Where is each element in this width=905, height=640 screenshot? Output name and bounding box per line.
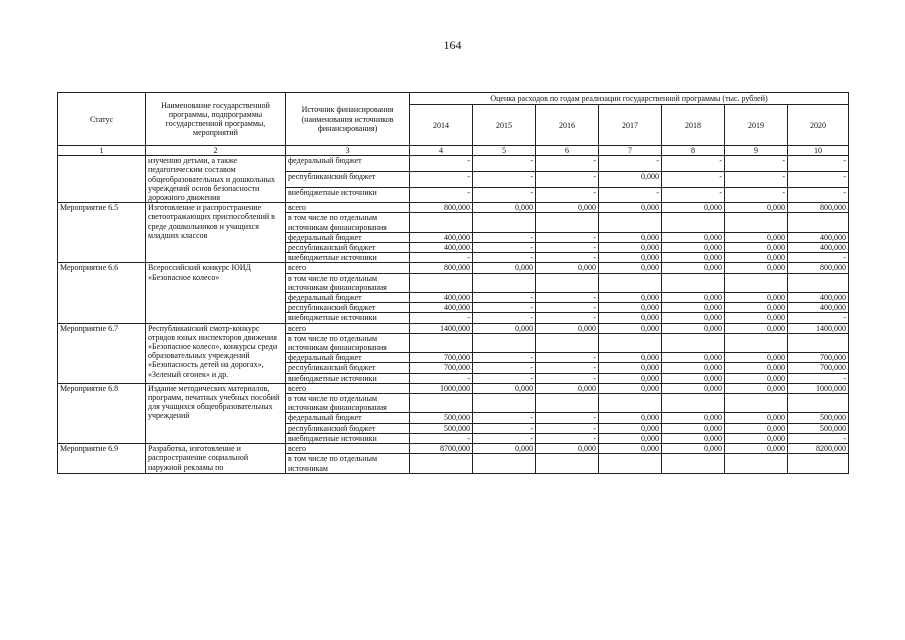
row-year-value: 0,000 bbox=[725, 383, 788, 393]
row-year-value: 0,000 bbox=[725, 253, 788, 263]
row-year-value: - bbox=[788, 171, 849, 187]
row-year-value bbox=[536, 273, 599, 292]
row-status: Мероприятие 6.9 bbox=[58, 444, 146, 474]
row-year-value bbox=[473, 273, 536, 292]
row-funding-source: республиканский бюджет bbox=[286, 303, 410, 313]
row-year-value: 0,000 bbox=[662, 232, 725, 242]
row-year-value: 0,000 bbox=[662, 363, 725, 373]
row-year-value: 0,000 bbox=[725, 413, 788, 423]
row-year-value: 0,000 bbox=[662, 353, 725, 363]
column-number: 5 bbox=[473, 146, 536, 156]
table-row bbox=[58, 323, 849, 333]
header-year: 2014 bbox=[410, 105, 473, 146]
row-year-value: 0,000 bbox=[725, 243, 788, 253]
row-funding-source: федеральный бюджет bbox=[286, 353, 410, 363]
row-year-value: - bbox=[536, 373, 599, 383]
row-year-value: - bbox=[788, 373, 849, 383]
row-year-value: 700,000 bbox=[410, 363, 473, 373]
row-year-value: 800,000 bbox=[410, 203, 473, 213]
row-year-value: 700,000 bbox=[788, 353, 849, 363]
row-year-value: 0,000 bbox=[536, 263, 599, 273]
column-number: 6 bbox=[536, 146, 599, 156]
row-year-value: - bbox=[788, 156, 849, 172]
row-year-value: - bbox=[725, 187, 788, 203]
row-year-value: 0,000 bbox=[599, 363, 662, 373]
row-funding-source: всего bbox=[286, 263, 410, 273]
row-status: Мероприятие 6.8 bbox=[58, 383, 146, 443]
row-year-value: 0,000 bbox=[599, 373, 662, 383]
row-year-value: 0,000 bbox=[599, 293, 662, 303]
row-measure-name: Республиканский смотр-конкурс отрядов юных инспекторов движения «Безопасное колесо», конкурсы среди образовательных учреждений «Безопасность детей на дорогах», «Зеленый огонек» и др. bbox=[146, 323, 286, 383]
row-year-value bbox=[662, 394, 725, 413]
row-year-value: - bbox=[788, 187, 849, 203]
header-year: 2019 bbox=[725, 105, 788, 146]
row-year-value: - bbox=[473, 423, 536, 433]
row-year-value: 0,000 bbox=[725, 263, 788, 273]
column-number: 9 bbox=[725, 146, 788, 156]
row-year-value: 400,000 bbox=[788, 303, 849, 313]
row-year-value: - bbox=[536, 363, 599, 373]
row-year-value: 8700,000 bbox=[410, 444, 473, 454]
row-year-value: 0,000 bbox=[725, 303, 788, 313]
row-year-value bbox=[536, 213, 599, 232]
row-year-value: 0,000 bbox=[473, 203, 536, 213]
row-year-value: 0,000 bbox=[662, 203, 725, 213]
row-year-value: 0,000 bbox=[599, 203, 662, 213]
row-year-value: - bbox=[536, 303, 599, 313]
row-year-value: - bbox=[725, 156, 788, 172]
budget-table bbox=[57, 92, 849, 474]
row-year-value bbox=[662, 213, 725, 232]
table-header bbox=[58, 93, 849, 156]
row-year-value: 0,000 bbox=[536, 323, 599, 333]
row-year-value: 0,000 bbox=[599, 444, 662, 454]
header-status: Статус bbox=[58, 93, 146, 146]
row-measure-name: Изготовление и распространение светоотражающих приспособлений в среде дошкольников и учащихся младших классов bbox=[146, 203, 286, 263]
row-year-value: - bbox=[410, 187, 473, 203]
row-year-value: - bbox=[536, 293, 599, 303]
row-year-value: - bbox=[536, 243, 599, 253]
row-measure-name: Разработка, изготовление и распространение социальной наружной рекламы по bbox=[146, 444, 286, 474]
row-year-value bbox=[725, 394, 788, 413]
row-funding-source: всего bbox=[286, 383, 410, 393]
row-year-value: - bbox=[788, 433, 849, 443]
row-status bbox=[58, 156, 146, 203]
row-year-value: - bbox=[473, 413, 536, 423]
row-measure-name: Всероссийский конкурс ЮИД «Безопасное колесо» bbox=[146, 263, 286, 323]
row-year-value: 400,000 bbox=[410, 243, 473, 253]
row-year-value: - bbox=[536, 171, 599, 187]
row-year-value: 0,000 bbox=[662, 413, 725, 423]
row-year-value: 0,000 bbox=[599, 171, 662, 187]
column-number: 3 bbox=[286, 146, 410, 156]
row-year-value: - bbox=[410, 373, 473, 383]
row-year-value bbox=[788, 454, 849, 473]
row-year-value: 0,000 bbox=[725, 293, 788, 303]
row-year-value bbox=[536, 454, 599, 473]
row-year-value: - bbox=[410, 171, 473, 187]
table-row bbox=[58, 444, 849, 454]
row-funding-source: внебюджетные источники bbox=[286, 187, 410, 203]
row-year-value bbox=[788, 394, 849, 413]
row-year-value: 0,000 bbox=[599, 353, 662, 363]
row-year-value: - bbox=[473, 313, 536, 323]
row-year-value: 0,000 bbox=[536, 444, 599, 454]
header-year: 2017 bbox=[599, 105, 662, 146]
table-row bbox=[58, 203, 849, 213]
row-funding-source: федеральный бюджет bbox=[286, 156, 410, 172]
row-year-value: 0,000 bbox=[725, 433, 788, 443]
row-year-value: - bbox=[599, 156, 662, 172]
row-year-value: 0,000 bbox=[599, 433, 662, 443]
row-funding-source: в том числе по отдельным источникам финансирования bbox=[286, 394, 410, 413]
row-year-value: - bbox=[473, 253, 536, 263]
row-year-value bbox=[599, 454, 662, 473]
row-year-value: 400,000 bbox=[788, 243, 849, 253]
row-year-value: 0,000 bbox=[473, 263, 536, 273]
row-year-value: 0,000 bbox=[662, 423, 725, 433]
row-year-value: 1000,000 bbox=[788, 383, 849, 393]
row-year-value: 0,000 bbox=[473, 323, 536, 333]
row-year-value: - bbox=[473, 156, 536, 172]
row-year-value: 0,000 bbox=[662, 323, 725, 333]
row-status: Мероприятие 6.5 bbox=[58, 203, 146, 263]
table-row bbox=[58, 156, 849, 172]
row-funding-source: федеральный бюджет bbox=[286, 293, 410, 303]
row-year-value bbox=[725, 454, 788, 473]
row-funding-source: республиканский бюджет bbox=[286, 243, 410, 253]
row-year-value: 800,000 bbox=[410, 263, 473, 273]
row-year-value: 0,000 bbox=[725, 203, 788, 213]
column-number: 8 bbox=[662, 146, 725, 156]
row-funding-source: в том числе по отдельным источникам финансирования bbox=[286, 213, 410, 232]
header-source: Источник финансирования (наименования источников финансирования) bbox=[286, 93, 410, 146]
row-year-value: 0,000 bbox=[599, 423, 662, 433]
row-year-value: - bbox=[662, 187, 725, 203]
row-year-value: 0,000 bbox=[599, 253, 662, 263]
row-funding-source: внебюджетные источники bbox=[286, 373, 410, 383]
row-year-value: 800,000 bbox=[788, 203, 849, 213]
row-year-value bbox=[410, 394, 473, 413]
row-year-value bbox=[599, 213, 662, 232]
row-year-value: - bbox=[536, 433, 599, 443]
row-year-value: 400,000 bbox=[410, 293, 473, 303]
row-year-value bbox=[410, 273, 473, 292]
row-year-value: - bbox=[788, 313, 849, 323]
row-year-value: 500,000 bbox=[410, 413, 473, 423]
header-estimate: Оценка расходов по годам реализации государственной программы (тыс. рублей) bbox=[410, 93, 849, 105]
row-year-value: - bbox=[662, 156, 725, 172]
row-year-value bbox=[788, 213, 849, 232]
row-year-value: 0,000 bbox=[599, 313, 662, 323]
row-year-value: 0,000 bbox=[662, 263, 725, 273]
row-year-value: 400,000 bbox=[788, 232, 849, 242]
row-year-value: - bbox=[410, 156, 473, 172]
row-year-value: 1400,000 bbox=[788, 323, 849, 333]
row-year-value: 0,000 bbox=[536, 203, 599, 213]
row-year-value: - bbox=[536, 413, 599, 423]
row-year-value: 0,000 bbox=[536, 383, 599, 393]
row-year-value: 8200,000 bbox=[788, 444, 849, 454]
row-year-value: - bbox=[536, 423, 599, 433]
row-year-value bbox=[725, 273, 788, 292]
row-year-value bbox=[473, 454, 536, 473]
row-year-value: - bbox=[473, 303, 536, 313]
row-year-value: - bbox=[788, 253, 849, 263]
row-year-value: 800,000 bbox=[788, 263, 849, 273]
row-year-value: - bbox=[473, 363, 536, 373]
row-year-value bbox=[536, 333, 599, 352]
row-funding-source: республиканский бюджет bbox=[286, 423, 410, 433]
row-year-value: 0,000 bbox=[662, 293, 725, 303]
row-year-value: - bbox=[410, 313, 473, 323]
row-funding-source: внебюджетные источники bbox=[286, 253, 410, 263]
row-year-value: - bbox=[473, 293, 536, 303]
table-row bbox=[58, 383, 849, 393]
row-year-value: 0,000 bbox=[599, 263, 662, 273]
row-year-value: - bbox=[410, 433, 473, 443]
row-year-value: 0,000 bbox=[725, 423, 788, 433]
row-year-value: 0,000 bbox=[662, 243, 725, 253]
row-year-value: - bbox=[473, 243, 536, 253]
row-status: Мероприятие 6.7 bbox=[58, 323, 146, 383]
row-funding-source: в том числе по отдельным источникам финансирования bbox=[286, 333, 410, 352]
row-year-value: 0,000 bbox=[662, 444, 725, 454]
row-year-value bbox=[536, 394, 599, 413]
row-year-value: 0,000 bbox=[662, 433, 725, 443]
row-year-value: - bbox=[536, 156, 599, 172]
column-number: 1 bbox=[58, 146, 146, 156]
row-year-value: 1000,000 bbox=[410, 383, 473, 393]
header-year: 2020 bbox=[788, 105, 849, 146]
row-funding-source: всего bbox=[286, 444, 410, 454]
row-funding-source: всего bbox=[286, 323, 410, 333]
table-row bbox=[58, 263, 849, 273]
row-year-value bbox=[662, 273, 725, 292]
row-year-value: 700,000 bbox=[788, 363, 849, 373]
row-status: Мероприятие 6.6 bbox=[58, 263, 146, 323]
row-year-value: 0,000 bbox=[599, 323, 662, 333]
row-year-value bbox=[662, 333, 725, 352]
header-year: 2016 bbox=[536, 105, 599, 146]
row-funding-source: республиканский бюджет bbox=[286, 363, 410, 373]
row-year-value: 0,000 bbox=[599, 413, 662, 423]
row-year-value: 0,000 bbox=[725, 313, 788, 323]
table-body bbox=[58, 156, 849, 474]
row-funding-source: в том числе по отдельным источникам bbox=[286, 454, 410, 473]
row-year-value bbox=[599, 394, 662, 413]
column-number: 10 bbox=[788, 146, 849, 156]
row-year-value: - bbox=[536, 253, 599, 263]
row-funding-source: внебюджетные источники bbox=[286, 433, 410, 443]
row-year-value: 400,000 bbox=[788, 293, 849, 303]
row-year-value: 0,000 bbox=[662, 313, 725, 323]
row-year-value: 0,000 bbox=[662, 253, 725, 263]
row-year-value: 0,000 bbox=[662, 303, 725, 313]
row-year-value bbox=[599, 333, 662, 352]
row-measure-name: изученню детьми, а также педагогическим составом общеобразовательных и дошкольных учреждений основ безопасности дорожного движения bbox=[146, 156, 286, 203]
row-year-value: - bbox=[536, 232, 599, 242]
row-measure-name: Издание методических материалов, программ, печатных учебных пособий для учащихся общеобразовательных учреждений bbox=[146, 383, 286, 443]
row-year-value bbox=[473, 213, 536, 232]
row-year-value: 500,000 bbox=[788, 423, 849, 433]
row-year-value bbox=[410, 454, 473, 473]
row-funding-source: федеральный бюджет bbox=[286, 232, 410, 242]
header-year: 2018 bbox=[662, 105, 725, 146]
header-name: Наименование государственной программы, подпрограммы государственной программы, мероприятий bbox=[146, 93, 286, 146]
row-year-value: 0,000 bbox=[599, 303, 662, 313]
row-funding-source: федеральный бюджет bbox=[286, 413, 410, 423]
row-year-value: 0,000 bbox=[725, 444, 788, 454]
row-year-value: 0,000 bbox=[725, 232, 788, 242]
row-year-value: - bbox=[473, 433, 536, 443]
row-year-value: 0,000 bbox=[725, 323, 788, 333]
row-year-value: 0,000 bbox=[473, 444, 536, 454]
row-year-value: 1400,000 bbox=[410, 323, 473, 333]
header-year: 2015 bbox=[473, 105, 536, 146]
row-year-value: 400,000 bbox=[410, 303, 473, 313]
row-year-value bbox=[599, 273, 662, 292]
row-year-value: 400,000 bbox=[410, 232, 473, 242]
row-year-value: - bbox=[410, 253, 473, 263]
row-year-value: 0,000 bbox=[725, 373, 788, 383]
row-year-value: 700,000 bbox=[410, 353, 473, 363]
column-number: 2 bbox=[146, 146, 286, 156]
row-year-value: - bbox=[662, 171, 725, 187]
column-number: 4 bbox=[410, 146, 473, 156]
row-year-value: 500,000 bbox=[788, 413, 849, 423]
row-funding-source: в том числе по отдельным источникам финансирования bbox=[286, 273, 410, 292]
row-funding-source: всего bbox=[286, 203, 410, 213]
row-year-value bbox=[473, 333, 536, 352]
row-year-value: - bbox=[473, 232, 536, 242]
row-year-value: 0,000 bbox=[599, 232, 662, 242]
page-number: 164 bbox=[443, 38, 462, 52]
row-year-value bbox=[410, 213, 473, 232]
row-year-value: - bbox=[473, 171, 536, 187]
row-year-value bbox=[788, 273, 849, 292]
column-number: 7 bbox=[599, 146, 662, 156]
row-year-value: - bbox=[473, 373, 536, 383]
row-year-value: 0,000 bbox=[725, 363, 788, 373]
row-year-value: - bbox=[473, 353, 536, 363]
row-year-value: - bbox=[536, 187, 599, 203]
row-year-value: - bbox=[536, 353, 599, 363]
row-year-value bbox=[725, 213, 788, 232]
row-year-value bbox=[725, 333, 788, 352]
row-year-value: 0,000 bbox=[599, 383, 662, 393]
row-year-value bbox=[662, 454, 725, 473]
row-year-value: 500,000 bbox=[410, 423, 473, 433]
row-year-value bbox=[410, 333, 473, 352]
row-year-value bbox=[788, 333, 849, 352]
row-funding-source: внебюджетные источники bbox=[286, 313, 410, 323]
row-year-value bbox=[473, 394, 536, 413]
row-year-value: 0,000 bbox=[662, 373, 725, 383]
row-year-value: 0,000 bbox=[599, 243, 662, 253]
row-year-value: - bbox=[725, 171, 788, 187]
row-year-value: 0,000 bbox=[725, 353, 788, 363]
row-year-value: - bbox=[536, 313, 599, 323]
row-year-value: 0,000 bbox=[473, 383, 536, 393]
row-funding-source: республиканский бюджет bbox=[286, 171, 410, 187]
row-year-value: - bbox=[599, 187, 662, 203]
row-year-value: - bbox=[473, 187, 536, 203]
row-year-value: 0,000 bbox=[662, 383, 725, 393]
